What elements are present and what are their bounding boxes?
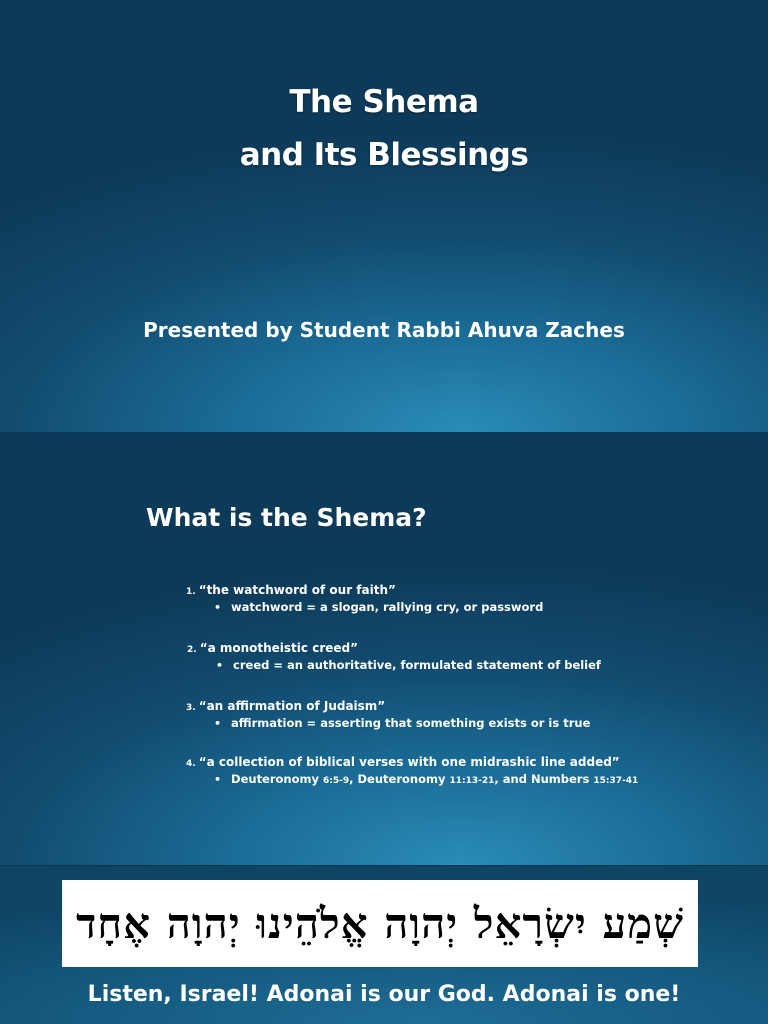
list-subitem-text: watchword = a slogan, rallying cry, or password: [231, 600, 544, 614]
list-item-number: 2.: [187, 645, 197, 655]
slide-heading: What is the Shema?: [146, 503, 427, 532]
slide-title-line1: The Shema: [289, 84, 479, 120]
list-item-text: “a collection of biblical verses with one midrashic line added”: [198, 755, 620, 769]
list-item: [186, 583, 396, 597]
list-subitem-text: Deuteronomy: [231, 772, 324, 786]
hebrew-verse: שְׁמַע יִשְׂרָאֵל יְהוָה אֱלֹהֵינוּ יְהוָה אֶחָד: [76, 898, 684, 948]
list-item-number: 4.: [186, 759, 196, 769]
slide-title-line2: and Its Blessings: [239, 137, 529, 173]
bullet-icon: •: [214, 717, 222, 730]
verse-reference: 6:5-9: [323, 776, 350, 786]
list-subitem: [216, 658, 601, 672]
list-item: [186, 755, 620, 769]
list-item: [187, 641, 358, 655]
list-item-text: “an affirmation of Judaism”: [198, 699, 386, 713]
translation-text: Listen, Israel! Adonai is our God. Adonai is one!: [87, 982, 681, 1007]
definition-slide: [0, 433, 768, 865]
list-item-text: “a monotheistic creed”: [199, 641, 358, 655]
bullet-icon: •: [216, 659, 224, 672]
list-subitem: [214, 600, 543, 614]
list-subitem: [214, 716, 590, 730]
title-slide: [0, 0, 768, 432]
list-subitem-text: creed = an authoritative, formulated statement of belief: [233, 658, 601, 672]
list-subitem-text: , Deuteronomy: [349, 772, 450, 786]
list-subitem-text: , and Numbers: [494, 772, 594, 786]
presenter-credit: Presented by Student Rabbi Ahuva Zaches: [143, 318, 625, 342]
verse-reference: 15:37-41: [593, 776, 639, 786]
list-item-text: “the watchword of our faith”: [198, 583, 396, 597]
list-item-number: 3.: [186, 703, 196, 713]
hebrew-banner: [62, 880, 698, 967]
list-subitem-text: affirmation = asserting that something exists or is true: [231, 716, 591, 730]
bullet-icon: •: [214, 773, 222, 786]
shema-slide: [0, 866, 768, 1024]
bullet-icon: •: [214, 601, 222, 614]
list-item: [186, 699, 385, 713]
verse-reference: 11:13-21: [449, 776, 495, 786]
list-subitem: [214, 772, 638, 786]
list-item-number: 1.: [186, 587, 196, 597]
